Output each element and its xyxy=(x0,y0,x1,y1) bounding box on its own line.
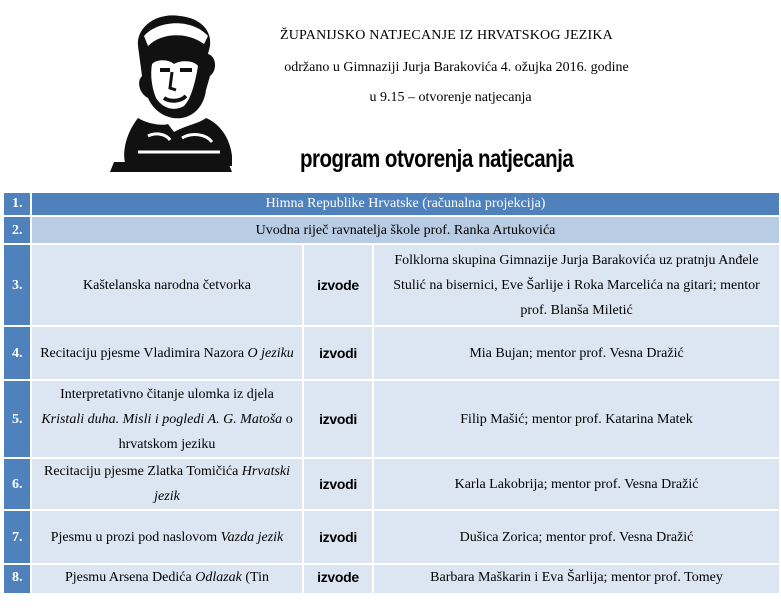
row-number: 2. xyxy=(3,216,31,244)
row-performer: Folklorna skupina Gimnazije Jurja Barakovića uz pratnju Anđele Stulić na bisernici, Eve Šarlije i Roka Marcelića na gitari; mentor prof. Blanša Miletić xyxy=(373,244,780,326)
row-performer: Filip Mašić; mentor prof. Katarina Matek xyxy=(373,380,780,458)
row-number: 4. xyxy=(3,326,31,380)
table-row xyxy=(3,244,780,326)
table-row xyxy=(3,192,780,216)
row-item: Kaštelanska narodna četvorka xyxy=(31,244,303,326)
row-item: Recitaciju pjesme Zlatka Tomičića Hrvatski jezik xyxy=(31,458,303,510)
row-item: Pjesmu Arsena Dedića Odlazak (Tin xyxy=(31,564,303,594)
table-row xyxy=(3,510,780,564)
header-venue: održano u Gimnaziji Jurja Barakovića 4. ožujka 2016. godine xyxy=(284,60,629,75)
row-number: 7. xyxy=(3,510,31,564)
row-item: Recitaciju pjesme Vladimira Nazora O jeziku xyxy=(31,326,303,380)
row-text: Uvodna riječ ravnatelja škole prof. Ranka Artukovića xyxy=(31,216,780,244)
table-row xyxy=(3,380,780,458)
row-item: Interpretativno čitanje ulomka iz djela Kristali duha. Misli i pogledi A. G. Matoša o hrvatskom jeziku xyxy=(31,380,303,458)
program-title: program otvorenja natjecanja xyxy=(300,145,574,173)
table-row xyxy=(3,326,780,380)
row-performer: Karla Lakobrija; mentor prof. Vesna Dražić xyxy=(373,458,780,510)
header-opening: u 9.15 – otvorenje natjecanja xyxy=(369,90,532,105)
row-number: 3. xyxy=(3,244,31,326)
program-table xyxy=(2,191,781,595)
row-item: Pjesmu u prozi pod naslovom Vazda jezik xyxy=(31,510,303,564)
row-verb: izvodi xyxy=(303,380,373,458)
table-row xyxy=(3,216,780,244)
table-row xyxy=(3,564,780,594)
row-verb: izvodi xyxy=(303,326,373,380)
row-verb: izvodi xyxy=(303,510,373,564)
row-number: 1. xyxy=(3,192,31,216)
row-verb: izvode xyxy=(303,244,373,326)
row-number: 8. xyxy=(3,564,31,594)
header-title: ŽUPANIJSKO NATJECANJE IZ HRVATSKOG JEZIKA xyxy=(280,28,613,43)
row-number: 5. xyxy=(3,380,31,458)
row-number: 6. xyxy=(3,458,31,510)
row-verb: izvodi xyxy=(303,458,373,510)
table-row xyxy=(3,458,780,510)
row-verb: izvode xyxy=(303,564,373,594)
row-performer: Dušica Zorica; mentor prof. Vesna Dražić xyxy=(373,510,780,564)
row-text: Himna Republike Hrvatske (računalna projekcija) xyxy=(31,192,780,216)
row-performer: Barbara Maškarin i Eva Šarlija; mentor prof. Tomey xyxy=(373,564,780,594)
row-performer: Mia Bujan; mentor prof. Vesna Dražić xyxy=(373,326,780,380)
